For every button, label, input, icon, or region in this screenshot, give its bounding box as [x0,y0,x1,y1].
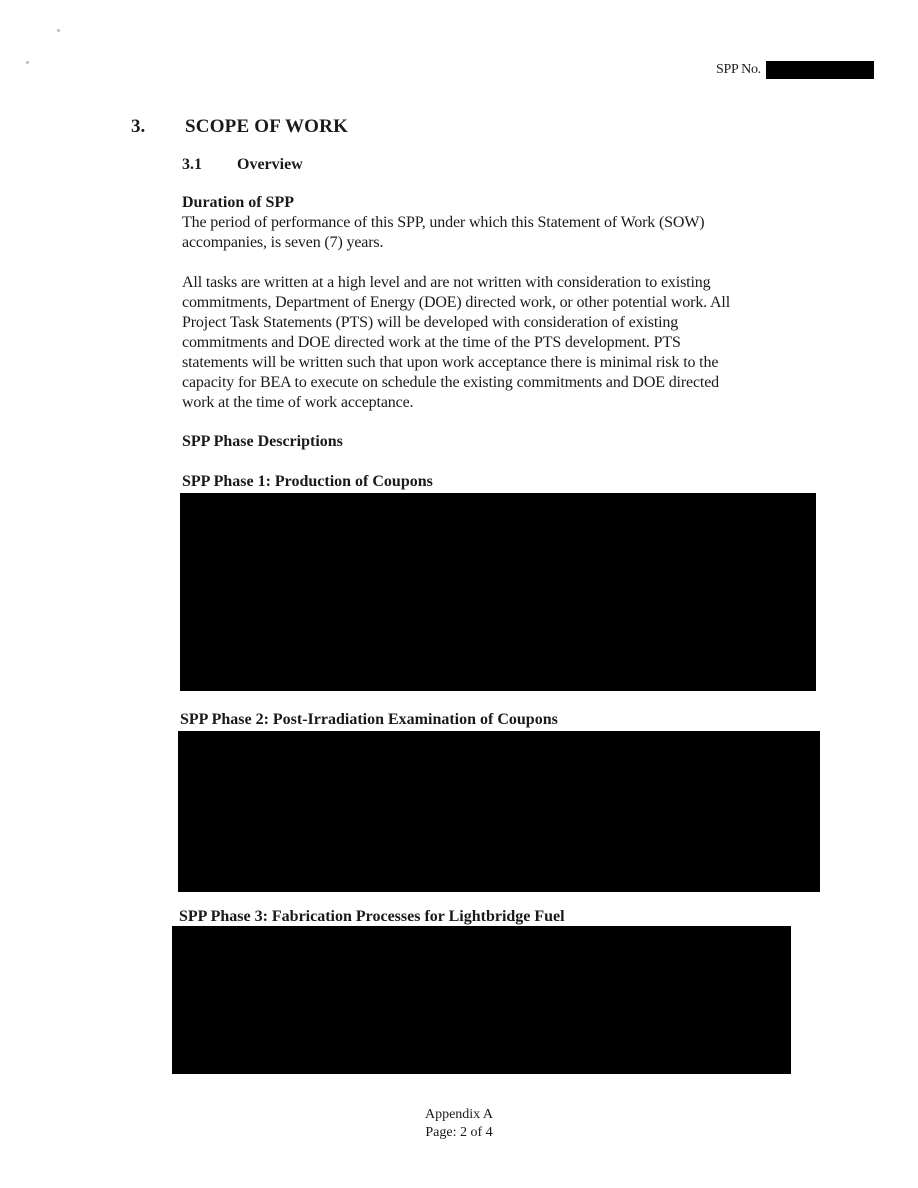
scan-speck [26,61,29,64]
section-number: 3. [131,116,146,137]
tasks-line: commitments and DOE directed work at the time of the PTS development. PTS [182,334,681,351]
subsection-number: 3.1 [182,156,202,173]
footer-page-number: Page: 2 of 4 [425,1125,493,1140]
tasks-line: work at the time of work acceptance. [182,394,414,411]
tasks-line: capacity for BEA to execute on schedule the existing commitments and DOE directed [182,374,720,391]
duration-heading: Duration of SPP [182,194,294,211]
tasks-line: statements will be written such that upon work acceptance there is minimal risk to the [182,354,719,371]
duration-paragraph [182,213,822,253]
spp-number-redaction [766,61,874,79]
phase-1-redaction [180,493,816,691]
phases-heading: SPP Phase Descriptions [182,433,343,450]
footer-appendix: Appendix A [424,1107,494,1122]
section-title: SCOPE OF WORK [185,116,349,137]
spp-number-label: SPP No. [716,62,761,77]
phase-2-redaction [178,731,820,892]
phase-2-title: SPP Phase 2: Post-Irradiation Examination of Coupons [180,711,558,728]
tasks-line: Project Task Statements (PTS) will be developed with consideration of existing [182,314,679,331]
tasks-line: commitments, Department of Energy (DOE) directed work, or other potential work. All [182,294,730,311]
tasks-paragraph [182,273,822,413]
duration-line: The period of performance of this SPP, under which this Statement of Work (SOW) [182,214,705,231]
tasks-line: All tasks are written at a high level and are not written with consideration to existing [182,274,711,291]
scan-speck [57,29,60,32]
subsection-title: Overview [237,156,303,173]
duration-line: accompanies, is seven (7) years. [182,234,384,251]
phase-3-title: SPP Phase 3: Fabrication Processes for Lightbridge Fuel [179,908,565,925]
phase-1-title: SPP Phase 1: Production of Coupons [182,473,433,490]
phase-3-redaction [172,926,791,1074]
